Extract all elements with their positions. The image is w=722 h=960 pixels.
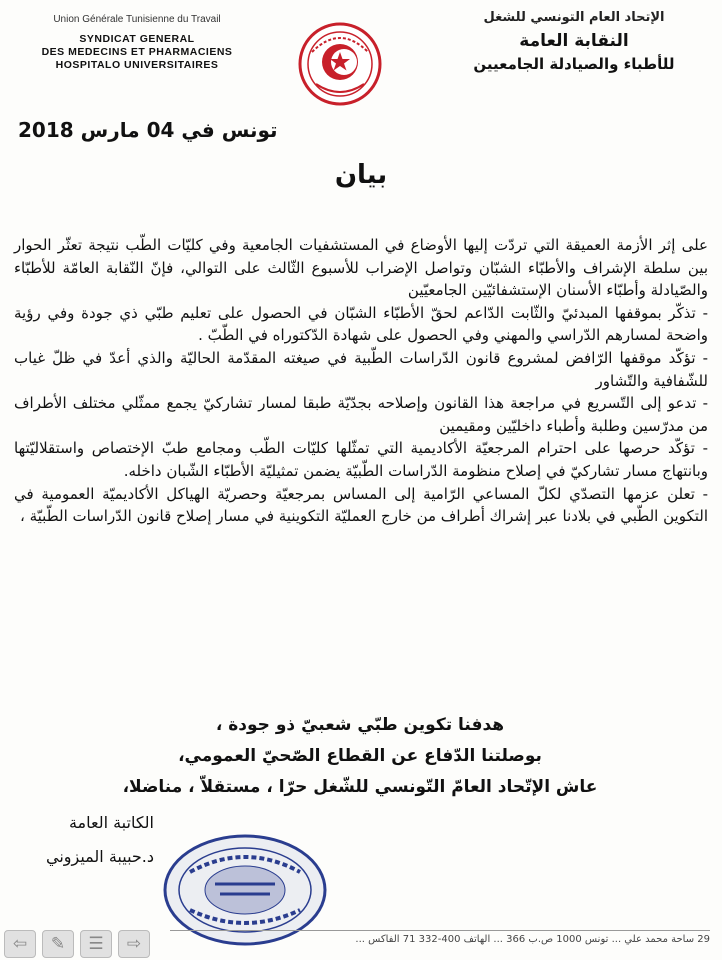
syndicate-line-1: SYNDICAT GENERAL (79, 33, 195, 45)
arrow-right-icon[interactable]: ⇨ (118, 930, 150, 958)
intro-paragraph: على إثر الأزمة العميقة التي تردّت إليها الأوضاع في المستشفيات الجامعية وفي كليّات الطّب نتيجة تعثّر الحوار بين سلطة الإشراف والأطبّاء الشبّان وتواصل الإضراب للأسبوع الثّالث على التوالي، فإنّ النّقابة العامّة للأطبّاء والصّيادلة وأطبّاء الأسنان الإستشفائيّين الجامعيّين (14, 236, 708, 300)
slogan-line: بوصلتنا الدّفاع عن القطاع الصّحيّ العمومي، (178, 746, 542, 766)
syndicate-subname-ar: للأطباء والصيادلة الجامعيين (473, 55, 675, 73)
slogan-line: هدفنا تكوين طبّي شعبيّ ذو جودة ، (215, 715, 505, 735)
point-paragraph: - تؤكّد حرصها على احترام المرجعيّة الأكاديمية التي تمثّلها كليّات الطّب ومجامع طبّ الإختصاص واستقلاليّتها وبانتهاج مسار تشاركيّ في إصلاح منظومة الدّراسات الطّبيّة يضمن تمثيليّة الأطبّاء الشّبان داخله. (14, 439, 708, 480)
statement-body (14, 234, 708, 528)
pencil-icon[interactable]: ✎ (42, 930, 74, 958)
slogan-line: عاش الإتّحاد العامّ التّونسي للشّغل حرّا ، مستقلاّ ، مناضلا، (122, 777, 598, 797)
signatory-role: الكاتبة العامة (68, 813, 154, 832)
syndicate-line-2: DES MEDECINS ET PHARMACIENS (41, 46, 233, 58)
arrow-left-icon[interactable]: ⇦ (4, 930, 36, 958)
signatory-name: د.حبيبة الميزوني (46, 847, 154, 866)
footer-address: 29 ساحة محمد علي ... تونس 1000 ص.ب 366 ... الهاتف 400-332 71 الفاكس ... (170, 930, 710, 956)
union-name-fr: Union Générale Tunisienne du Travail (53, 14, 221, 25)
ugtt-logo (298, 22, 382, 106)
closing-slogans (110, 710, 610, 803)
point-paragraph: - تذكّر بموقفها المبدئيّ والثّابت الدّاعم لحقّ الأطبّاء الشبّان في الحصول على تعليم طبّي ذي جودة وفي رؤية واضحة لمسارهم الدّراسي والمهني وفي الحصول على شهادة الدّكتوراه في الطّبّ . (14, 303, 708, 345)
point-paragraph: - تؤكّد موقفها الرّافض لمشروع قانون الدّراسات الطّبية في صيغته المقدّمة الحاليّة والذي أعدّ في ظلّ غياب للشّفافية والتّشاور (14, 348, 708, 390)
header-left-block (22, 14, 252, 72)
document-date: تونس في 04 مارس 2018 (18, 118, 278, 142)
document-title: بيان (334, 160, 388, 190)
union-name-ar: الإتحاد العام التونسي للشغل (483, 10, 665, 25)
viewer-toolbar (0, 928, 164, 960)
syndicate-name-ar: النقابة العامة (519, 31, 629, 51)
header-right-block (444, 10, 704, 73)
point-paragraph: - تدعو إلى التّسريع في مراجعة هذا القانون وإصلاحه بجدّيّة طبقا لمسار تشاركيّ يجمع ممثّلي مختلف الأطراف من مدرّسين وطلبة وأطباء داخليّين ومقيمين (14, 394, 708, 435)
syndicate-line-3: HOSPITALO UNIVERSITAIRES (55, 59, 219, 71)
signature-block (14, 806, 154, 874)
menu-icon[interactable]: ☰ (80, 930, 112, 958)
point-paragraph: - تعلن عزمها التصدّي لكلّ المساعي الرّامية إلى المساس بمرجعيّة وحصريّة الهياكل الأكاديميّة العمومية في التكوين الطّبي في بلادنا عبر إشراك أطراف من خارج العمليّة التكوينية في مسار إصلاح قانون الدّراسات الطّبيّة ، (14, 484, 708, 526)
